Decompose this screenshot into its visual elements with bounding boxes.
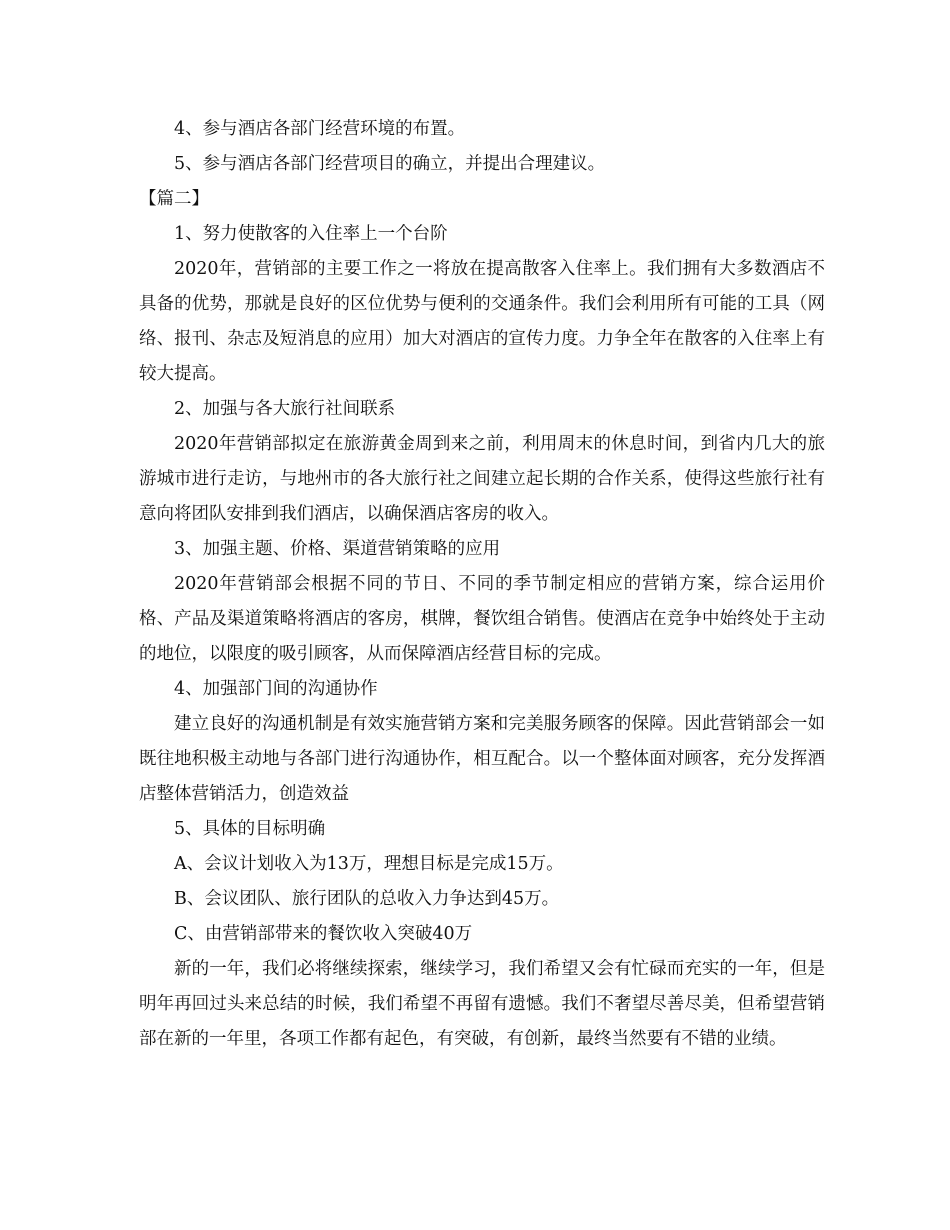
list-item: B、会议团队、旅行团队的总收入力争达到45万。	[174, 889, 560, 909]
list-item: 4、参与酒店各部门经营环境的布置。	[174, 119, 466, 139]
subheading: 4、加强部门间的沟通协作	[174, 679, 378, 699]
list-item: A、会议计划收入为13万，理想目标是完成15万。	[174, 854, 564, 874]
paragraph: 2020年营销部会根据不同的节日、不同的季节制定相应的营销方案，综合运用价格、产品及渠道策略将酒店的客房，棋牌，餐饮组合销售。使酒店在竞争中始终处于主动的地位，以限度的吸引顾客，从而保障酒店经营目标的完成。	[139, 574, 825, 664]
section-heading: 【篇二】	[139, 189, 209, 209]
subheading: 5、具体的目标明确	[174, 819, 326, 839]
paragraph: 新的一年，我们必将继续探索，继续学习，我们希望又会有忙碌而充实的一年，但是明年再回过头来总结的时候，我们希望不再留有遗憾。我们不奢望尽善尽美，但希望营销部在新的一年里，各项工作都有起色，有突破，有创新，最终当然要有不错的业绩。	[139, 959, 825, 1049]
subheading: 1、努力使散客的入住率上一个台阶	[174, 224, 448, 244]
paragraph: 2020年营销部拟定在旅游黄金周到来之前，利用周末的休息时间，到省内几大的旅游城市进行走访，与地州市的各大旅行社之间建立起长期的合作关系，使得这些旅行社有意向将团队安排到我们酒店，以确保酒店客房的收入。	[139, 434, 825, 524]
document-body	[139, 112, 825, 1057]
paragraph: 建立良好的沟通机制是有效实施营销方案和完美服务顾客的保障。因此营销部会一如既往地积极主动地与各部门进行沟通协作，相互配合。以一个整体面对顾客，充分发挥酒店整体营销活力，创造效益	[139, 714, 825, 804]
list-item: 5、参与酒店各部门经营项目的确立，并提出合理建议。	[174, 154, 606, 174]
list-item: C、由营销部带来的餐饮收入突破40万	[174, 924, 473, 944]
paragraph: 2020年，营销部的主要工作之一将放在提高散客入住率上。我们拥有大多数酒店不具备的优势，那就是良好的区位优势与便利的交通条件。我们会利用所有可能的工具（网络、报刊、杂志及短消息的应用）加大对酒店的宣传力度。力争全年在散客的入住率上有较大提高。	[139, 259, 825, 384]
subheading: 3、加强主题、价格、渠道营销策略的应用	[174, 539, 501, 559]
subheading: 2、加强与各大旅行社间联系	[174, 399, 396, 419]
